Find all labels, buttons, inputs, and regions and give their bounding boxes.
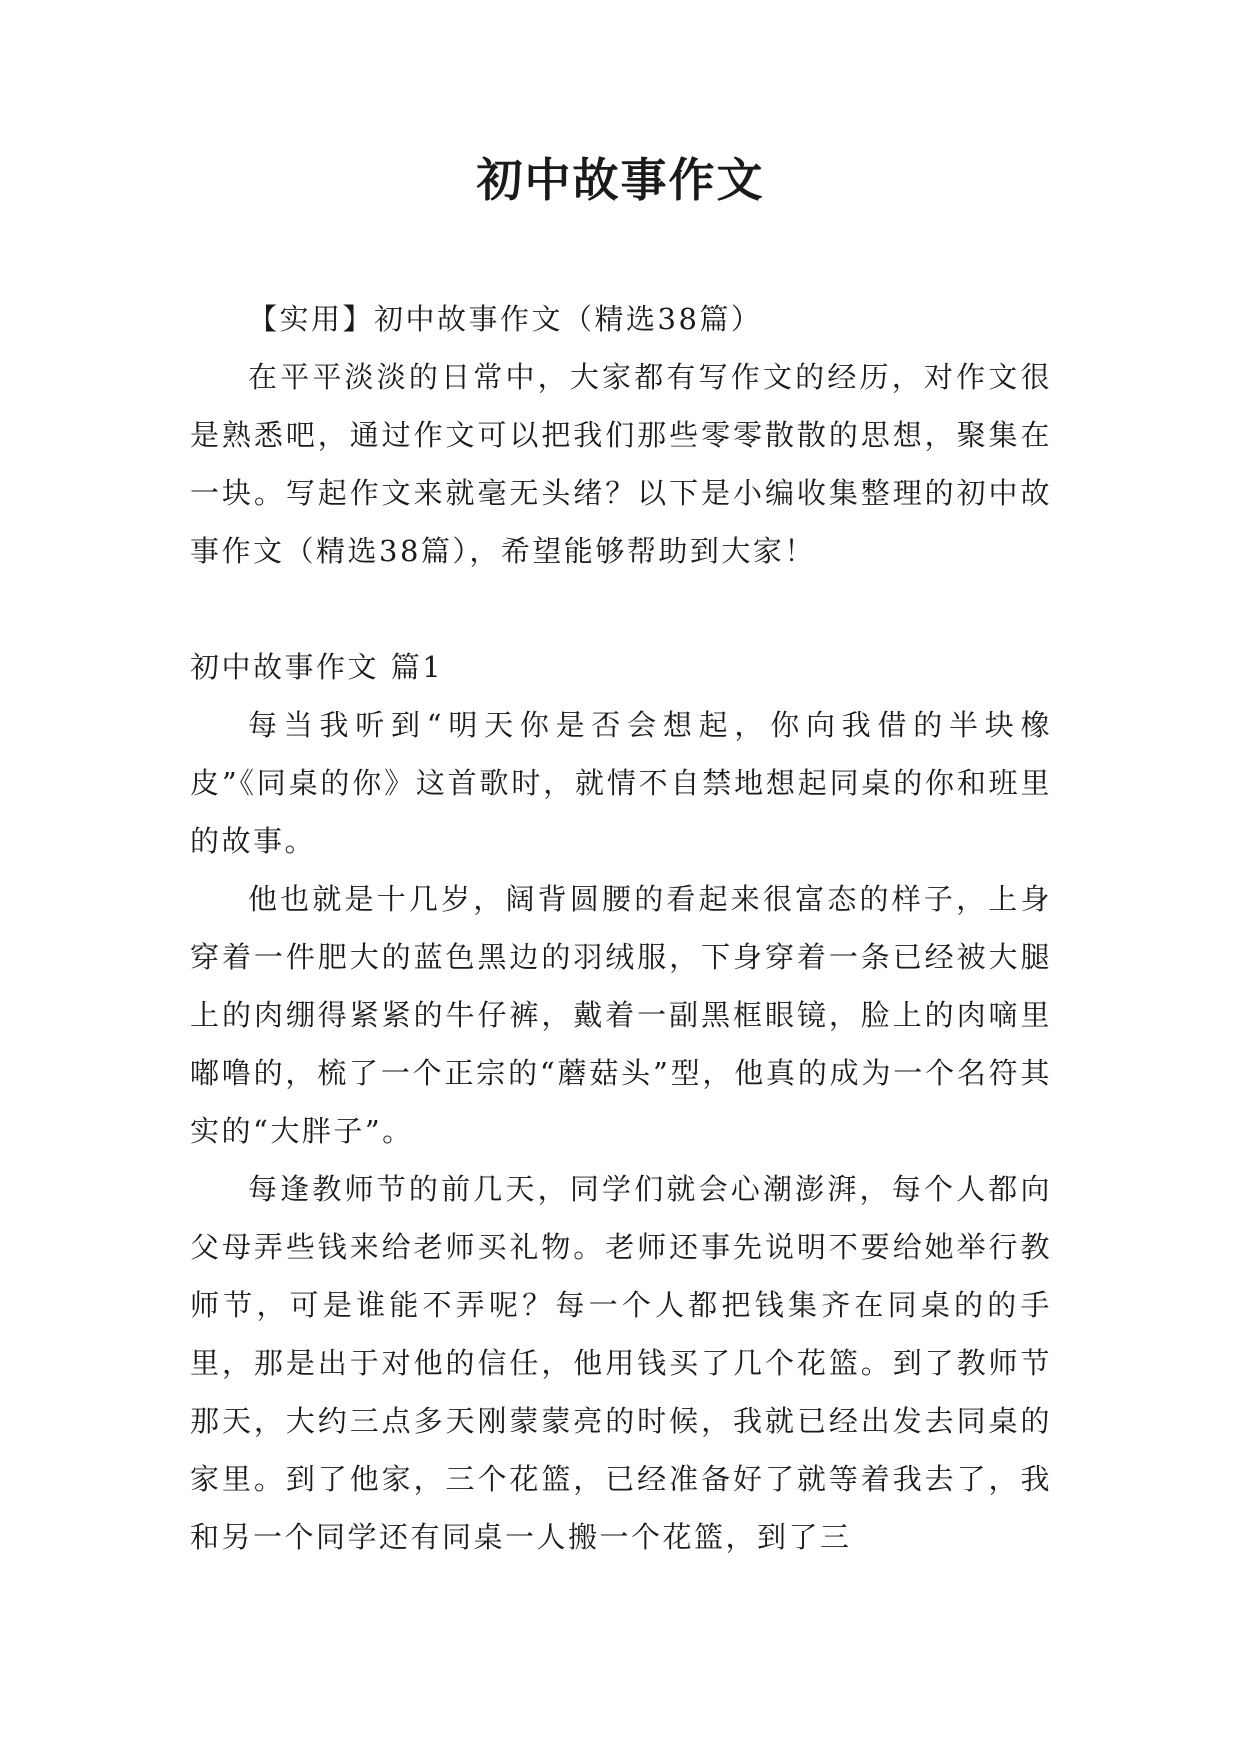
body-paragraph: 每当我听到“明天你是否会想起，你向我借的半块橡皮”《同桌的你》这首歌时，就情不自禁地想起同桌的你和班里的故事。 bbox=[190, 708, 1052, 858]
document-body bbox=[190, 290, 1052, 1566]
intro-paragraph: 在平平淡淡的日常中，大家都有写作文的经历，对作文很是熟悉吧，通过作文可以把我们那些零零散散的思想，聚集在一块。写起作文来就毫无头绪？以下是小编收集整理的初中故事作文（精选38篇），希望能够帮助到大家！ bbox=[190, 360, 1052, 568]
document-subtitle: 【实用】初中故事作文（精选38篇） bbox=[248, 302, 763, 336]
body-paragraph: 每逢教师节的前几天，同学们就会心潮澎湃，每个人都向父母弄些钱来给老师买礼物。老师还事先说明不要给她举行教师节，可是谁能不弄呢？每一个人都把钱集齐在同桌的的手里，那是出于对他的信任，他用钱买了几个花篮。到了教师节那天，大约三点多天刚蒙蒙亮的时候，我就已经出发去同桌的家里。到了他家，三个花篮，已经准备好了就等着我去了，我和另一个同学还有同桌一人搬一个花篮，到了三 bbox=[190, 1172, 1052, 1554]
document-title: 初中故事作文 bbox=[476, 153, 765, 207]
section-spacer bbox=[190, 580, 1052, 638]
section-heading: 初中故事作文 篇1 bbox=[190, 650, 444, 684]
body-paragraph: 他也就是十几岁，阔背圆腰的看起来很富态的样子，上身穿着一件肥大的蓝色黑边的羽绒服，下身穿着一条已经被大腿上的肉绷得紧紧的牛仔裤，戴着一副黑框眼镜，脸上的肉嘀里嘟噜的，梳了一个正宗的“蘑菇头”型，他真的成为一个名符其实的“大胖子”。 bbox=[190, 882, 1052, 1148]
